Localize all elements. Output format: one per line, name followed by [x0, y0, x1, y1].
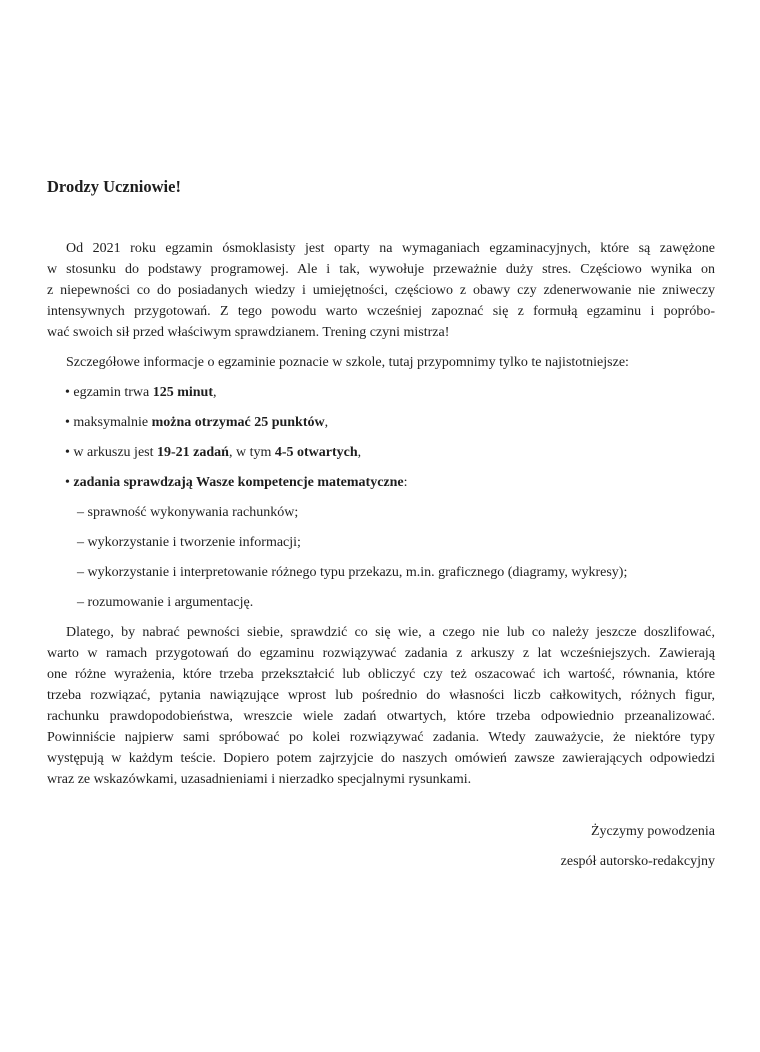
details-intro-text: Szczegółowe informacje o egzaminie poznacie w szkole, tutaj przypomnimy tylko te najistotniejsze: — [66, 355, 629, 370]
intro-line: Od 2021 roku egzamin ósmoklasisty jest oparty na wymaganiach egzaminacyjnych, które są zawężone — [66, 241, 715, 256]
letter-body — [47, 238, 715, 790]
closing-line: one różne wyrażenia, które trzeba przekształcić lub obliczyć czy też oszacować ich wartość, równania, które — [47, 667, 715, 682]
signature-wish: Życzymy powodzenia — [590, 824, 715, 839]
greeting-heading: Drodzy Uczniowie! — [47, 177, 181, 196]
closing-line: Powinniście najpierw sami spróbować po kolei rozwiązywać zadania. Wtedy zauważycie, że niektóre typy — [47, 730, 715, 745]
bullet-text: , w tym — [228, 445, 275, 460]
bullet-marker: • — [65, 415, 70, 430]
bullet-text: , — [324, 415, 329, 430]
closing-line: warto w ramach przygotowań do egzaminu rozwiązywać zadania z arkuszy z lat wcześniejszych. Zawierają — [47, 646, 715, 661]
signature-team: zespół autorsko-redakcyjny — [560, 854, 715, 869]
intro-paragraph — [47, 238, 715, 343]
dash-marker: – — [77, 505, 84, 520]
competency-text: wykorzystanie i interpretowanie różnego typu przekazu, m.in. graficznego (diagramy, wykresy); — [87, 565, 628, 580]
list-item — [47, 412, 715, 433]
exam-facts-list — [47, 382, 715, 493]
closing-line: trzeba rozwiązać, pytania nawiązujące wprost lub pośrednio do własności liczb całkowitych, różnych figur, — [47, 688, 715, 703]
bullet-bold-text: zadania sprawdzają Wasze kompetencje matematyczne — [73, 475, 404, 490]
list-item — [47, 592, 715, 613]
bullet-marker: • — [65, 475, 70, 490]
dash-marker: – — [77, 535, 84, 550]
competency-text: rozumowanie i argumentację. — [87, 595, 254, 610]
list-item — [47, 532, 715, 553]
list-item — [47, 382, 715, 403]
dash-marker: – — [77, 595, 84, 610]
closing-line: rachunku prawdopodobieństwa, wreszcie wiele zadań otwartych, które trzeba odpowiednio przeanalizować. — [47, 709, 715, 724]
competency-text: sprawność wykonywania rachunków; — [87, 505, 299, 520]
competencies-list — [47, 502, 715, 613]
intro-line: intensywnych przygotowań. Z tego powodu warto wcześniej zapoznać się z formułą egzaminu i popróbo- — [47, 304, 715, 319]
competency-text: wykorzystanie i tworzenie informacji; — [87, 535, 301, 550]
intro-line: wać swoich sił przed właściwym sprawdzianem. Trening czyni mistrza! — [47, 325, 450, 340]
bullet-bold-text: 125 minut — [152, 385, 213, 400]
signature-block — [561, 817, 715, 877]
bullet-text: egzamin trwa — [73, 385, 153, 400]
bullet-text: maksymalnie — [73, 415, 152, 430]
details-intro-paragraph — [47, 352, 715, 373]
closing-line: wraz ze wskazówkami, uzasadnieniami i nierzadko specjalnymi rysunkami. — [47, 772, 472, 787]
closing-line: Dlatego, by nabrać pewności siebie, sprawdzić co się wie, a czego nie lub co należy jeszcze doszlifować, — [66, 625, 715, 640]
bullet-marker: • — [65, 385, 70, 400]
closing-paragraph — [47, 622, 715, 790]
bullet-text: , — [357, 445, 362, 460]
list-item — [47, 442, 715, 463]
bullet-bold-text: 4-5 otwartych — [274, 445, 358, 460]
bullet-text: w arkuszu jest — [73, 445, 157, 460]
bullet-bold-text: można otrzymać 25 punktów — [151, 415, 325, 430]
bullet-text: : — [403, 475, 408, 490]
bullet-text: , — [213, 385, 217, 400]
intro-line: z niepewności co do posiadanych wiedzy i umiejętności, częściowo z obawy czy zdenerwowanie nie zniweczy — [47, 283, 715, 298]
list-item — [47, 502, 715, 523]
bullet-marker: • — [65, 445, 70, 460]
bullet-bold-text: 19-21 zadań — [157, 445, 229, 460]
intro-line: w stosunku do podstawy programowej. Ale i tak, wywołuje przeważnie duży stres. Częściowo wynika on — [47, 262, 715, 277]
list-item — [47, 562, 715, 583]
list-item — [47, 472, 715, 493]
dash-marker: – — [77, 565, 84, 580]
closing-line: występują w każdym teście. Dopiero potem zajrzyjcie do naszych omówień zawsze zawierających odpowiedzi — [47, 751, 715, 766]
